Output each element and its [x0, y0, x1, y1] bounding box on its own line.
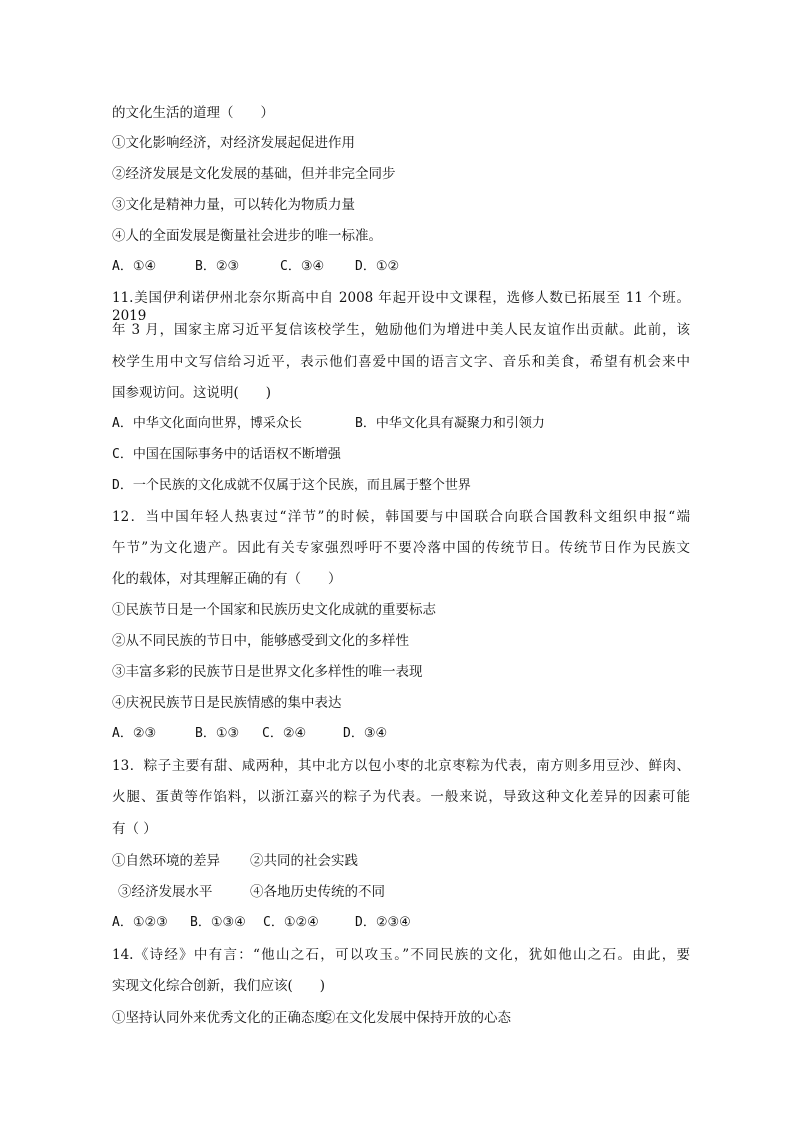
q10-option-b: B．②③: [195, 259, 240, 274]
q13-item-1: ①自然环境的差异: [112, 853, 220, 869]
q12-item-1: ①民族节日是一个国家和民族历史文化成就的重要标志: [112, 602, 436, 618]
q11-line-2: 年 3 月，国家主席习近平复信该校学生，勉励他们为增进中美人民友谊作出贡献。此前，该: [112, 322, 690, 338]
q13-option-c: C．①②④: [263, 915, 319, 930]
q13-item-2: ②共同的社会实践: [250, 853, 358, 869]
q11-line-4: 国参观访问。这说明( ): [112, 385, 272, 401]
q14-item-2: ②在文化发展中保持开放的心态: [322, 1010, 511, 1026]
q13-line-2: 火腿、蛋黄等作馅料，以浙江嘉兴的粽子为代表。一般来说，导致这种文化差异的因素可能: [112, 789, 690, 805]
q14-line-2: 实现文化综合创新，我们应该( ): [112, 978, 326, 994]
q13-item-4: ④各地历史传统的不同: [250, 884, 385, 900]
q13-option-d: D．②③④: [355, 915, 411, 930]
q12-line-2: 午节”为文化遗产。因此有关专家强烈呼吁不要冷落中国的传统节日。传统节日作为民族文: [112, 540, 690, 556]
q12-option-d: D．③④: [343, 726, 388, 741]
q13-line-3: 有（ ）: [112, 821, 157, 837]
q10-item-1: ①文化影响经济，对经济发展起促进作用: [112, 135, 355, 151]
q13-item-3: ③经济发展水平: [118, 884, 213, 900]
q12-option-b: B．①③: [195, 726, 240, 741]
q12-option-c: C．②④: [262, 726, 307, 741]
q11-option-c: C．中国在国际事务中的话语权不断增强: [112, 447, 341, 462]
q12-option-a: A．②③: [112, 726, 157, 741]
q14-item-1: ①坚持认同外来优秀文化的正确态度: [112, 1010, 328, 1026]
q11-option-a: A．中华文化面向世界，博采众长: [112, 416, 302, 431]
q11-option-d: D．一个民族的文化成就不仅属于这个民族，而且属于整个世界: [112, 478, 471, 493]
q10-option-c: C．③④: [280, 259, 325, 274]
q13-line-1: 13．粽子主要有甜、咸两种，其中北方以包小枣的北京枣粽为代表，南方则多用豆沙、鲜肉、: [112, 758, 690, 774]
q11-line-3: 校学生用中文写信给习近平，表示他们喜爱中国的语言文字、音乐和美食，希望有机会来中: [112, 354, 690, 370]
q10-item-3: ③文化是精神力量，可以转化为物质力量: [112, 197, 355, 213]
q11-line-1: 11.美国伊利诺伊州北奈尔斯高中自 2008 年起开设中文课程，选修人数已拓展至 11 个班。2019: [112, 290, 690, 324]
q10-option-d: D．①②: [355, 259, 400, 274]
q10-item-2: ②经济发展是文化发展的基础，但并非完全同步: [112, 166, 396, 182]
q10-item-4: ④人的全面发展是衡量社会进步的唯一标准。: [112, 228, 382, 244]
q10-option-a: A．①④: [112, 259, 157, 274]
q12-line-1: 12．当中国年轻人热衷过“洋节”的时候，韩国要与中国联合向联合国教科文组织申报“端: [112, 509, 690, 525]
q12-line-3: 化的载体，对其理解正确的有（ ）: [112, 571, 342, 587]
q11-option-b: B．中华文化具有凝聚力和引领力: [355, 416, 545, 431]
q12-item-4: ④庆祝民族节日是民族情感的集中表达: [112, 695, 342, 711]
q13-option-a: A．①②③: [112, 915, 168, 930]
q10-stem-end: 的文化生活的道理（ ）: [112, 105, 274, 121]
q12-item-3: ③丰富多彩的民族节日是世界文化多样性的唯一表现: [112, 664, 423, 680]
q12-item-2: ②从不同民族的节日中，能够感受到文化的多样性: [112, 633, 409, 649]
q14-line-1: 14.《诗经》中有言：“他山之石，可以攻玉。”不同民族的文化，犹如他山之石。由此，要: [112, 947, 690, 963]
q13-option-b: B．①③④: [190, 915, 246, 930]
